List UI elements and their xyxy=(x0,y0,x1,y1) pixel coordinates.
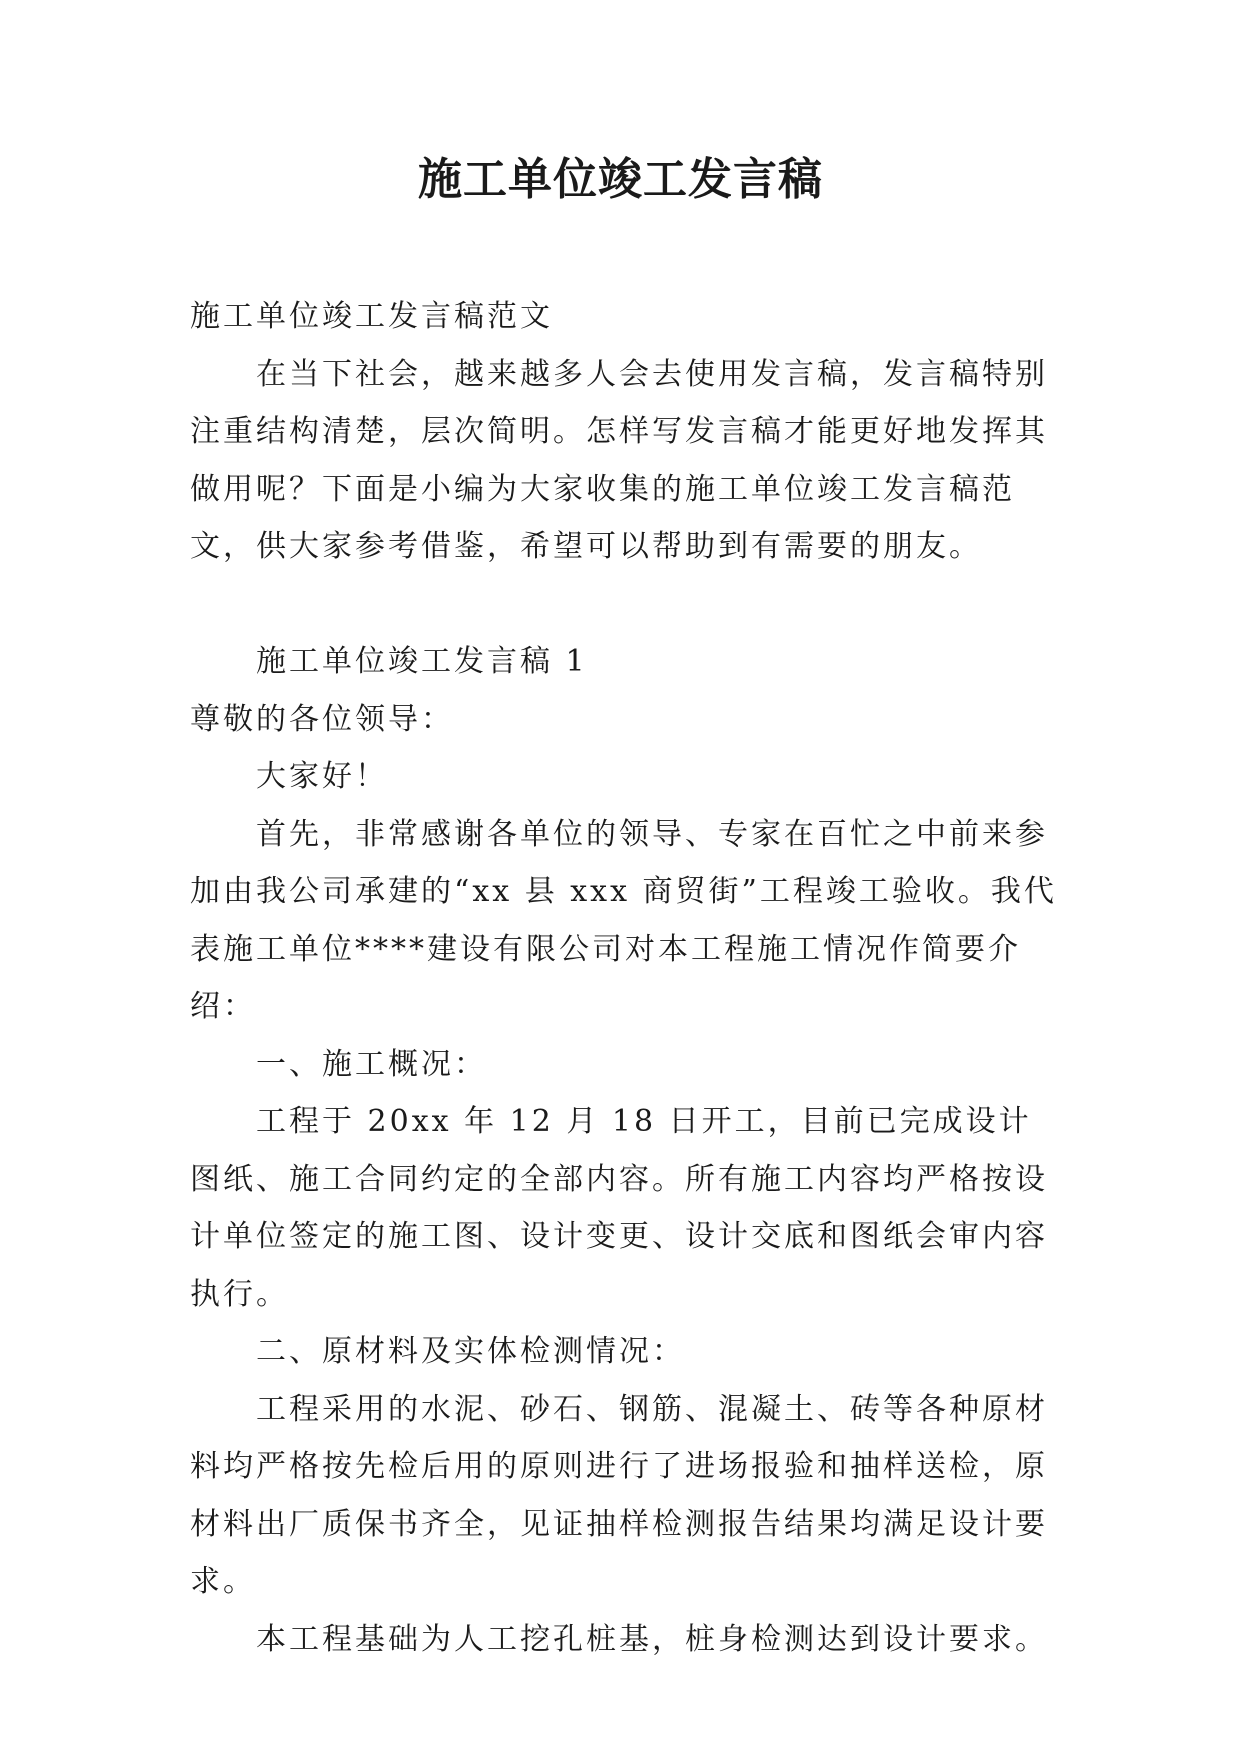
document-subtitle: 施工单位竣工发言稿范文 xyxy=(190,299,553,334)
document-body xyxy=(190,288,1060,1668)
heading-construction-overview: 一、施工概况： xyxy=(256,1046,487,1082)
intro-paragraph: 在当下社会，越来越多人会去使用发言稿，发言稿特别注重结构清楚，层次简明。怎样写发言稿才能更好地发挥其做用呢？下面是小编为大家收集的施工单位竣工发言稿范文，供大家参考借鉴，希望可以帮助到有需要的朋友。 xyxy=(190,356,1048,564)
heading-materials-testing: 二、原材料及实体检测情况： xyxy=(256,1334,685,1369)
paragraph-construction-overview: 工程于 20xx 年 12 月 18 日开工，目前已完成设计图纸、施工合同约定的全部内容。所有施工内容均严格按设计单位签定的施工图、设计变更、设计交底和图纸会审内容执行。 xyxy=(190,1104,1048,1312)
paragraph-foundation: 本工程基础为人工挖孔桩基，桩身检测达到设计要求。 xyxy=(256,1621,1048,1657)
section-heading: 施工单位竣工发言稿 1 xyxy=(256,644,588,679)
greeting: 大家好！ xyxy=(256,759,388,794)
document-title: 施工单位竣工发言稿 xyxy=(418,154,823,205)
paragraph-opening: 首先，非常感谢各单位的领导、专家在百忙之中前来参加由我公司承建的“xx 县 xxx 商贸街”工程竣工验收。我代表施工单位****建设有限公司对本工程施工情况作简要介绍： xyxy=(190,816,1057,1024)
salutation: 尊敬的各位领导： xyxy=(190,701,454,737)
blank-line xyxy=(190,576,1060,634)
paragraph-materials-testing: 工程采用的水泥、砂石、钢筋、混凝土、砖等各种原材料均严格按先检后用的原则进行了进场报验和抽样送检，原材料出厂质保书齐全，见证抽样检测报告结果均满足设计要求。 xyxy=(190,1391,1048,1599)
